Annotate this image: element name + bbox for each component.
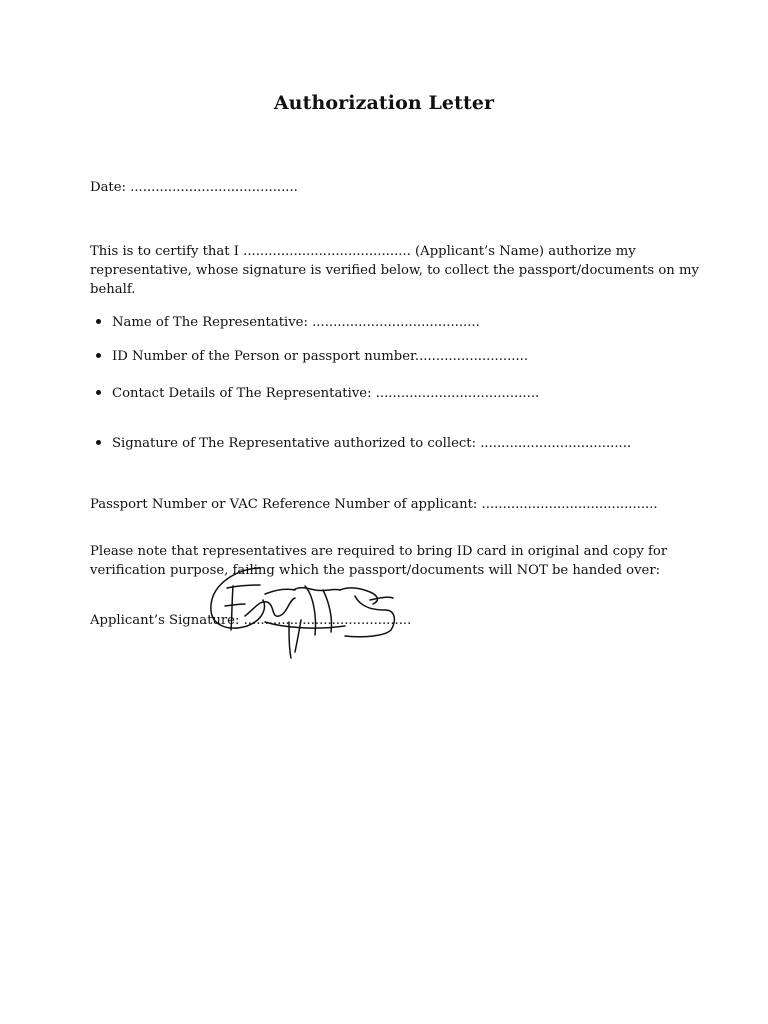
- document-title: Authorization Letter: [273, 92, 495, 114]
- bullet-text: ID Number of the Person or passport number...........................: [112, 349, 529, 364]
- bullet-representative-signature: [96, 434, 631, 453]
- bullet-text: Contact Details of The Representative: .......................................: [112, 386, 540, 401]
- bullet-dot: [96, 440, 101, 445]
- note-line-1: Please note that representatives are required to bring ID card in original and copy for: [90, 544, 668, 559]
- certify-line-2: representative, whose signature is verified below, to collect the passport/documents on my: [90, 263, 699, 278]
- bullet-dot: [96, 353, 101, 358]
- note-paragraph: [90, 542, 670, 580]
- applicant-signature-line: Applicant’s Signature: ........................................: [90, 613, 412, 628]
- note-line-2: verification purpose, failing which the passport/documents will NOT be handed over:: [90, 563, 661, 578]
- bullet-dot: [96, 390, 101, 395]
- bullet-representative-name: [96, 313, 480, 332]
- certify-line-3: behalf.: [90, 282, 136, 297]
- certify-paragraph: [90, 242, 699, 299]
- passport-reference-line: Passport Number or VAC Reference Number of applicant: ..........................................: [90, 497, 658, 512]
- bullet-text: Name of The Representative: ........................................: [112, 315, 480, 330]
- certify-line-1: This is to certify that I ........................................ (Applicant’s Name) authorize my: [90, 244, 636, 259]
- bullet-id-number: [96, 347, 528, 366]
- date-line: Date: ........................................: [90, 180, 298, 195]
- bullet-contact-details: [96, 384, 539, 403]
- bullet-text: Signature of The Representative authorized to collect: ....................................: [112, 436, 632, 451]
- bullet-dot: [96, 319, 101, 324]
